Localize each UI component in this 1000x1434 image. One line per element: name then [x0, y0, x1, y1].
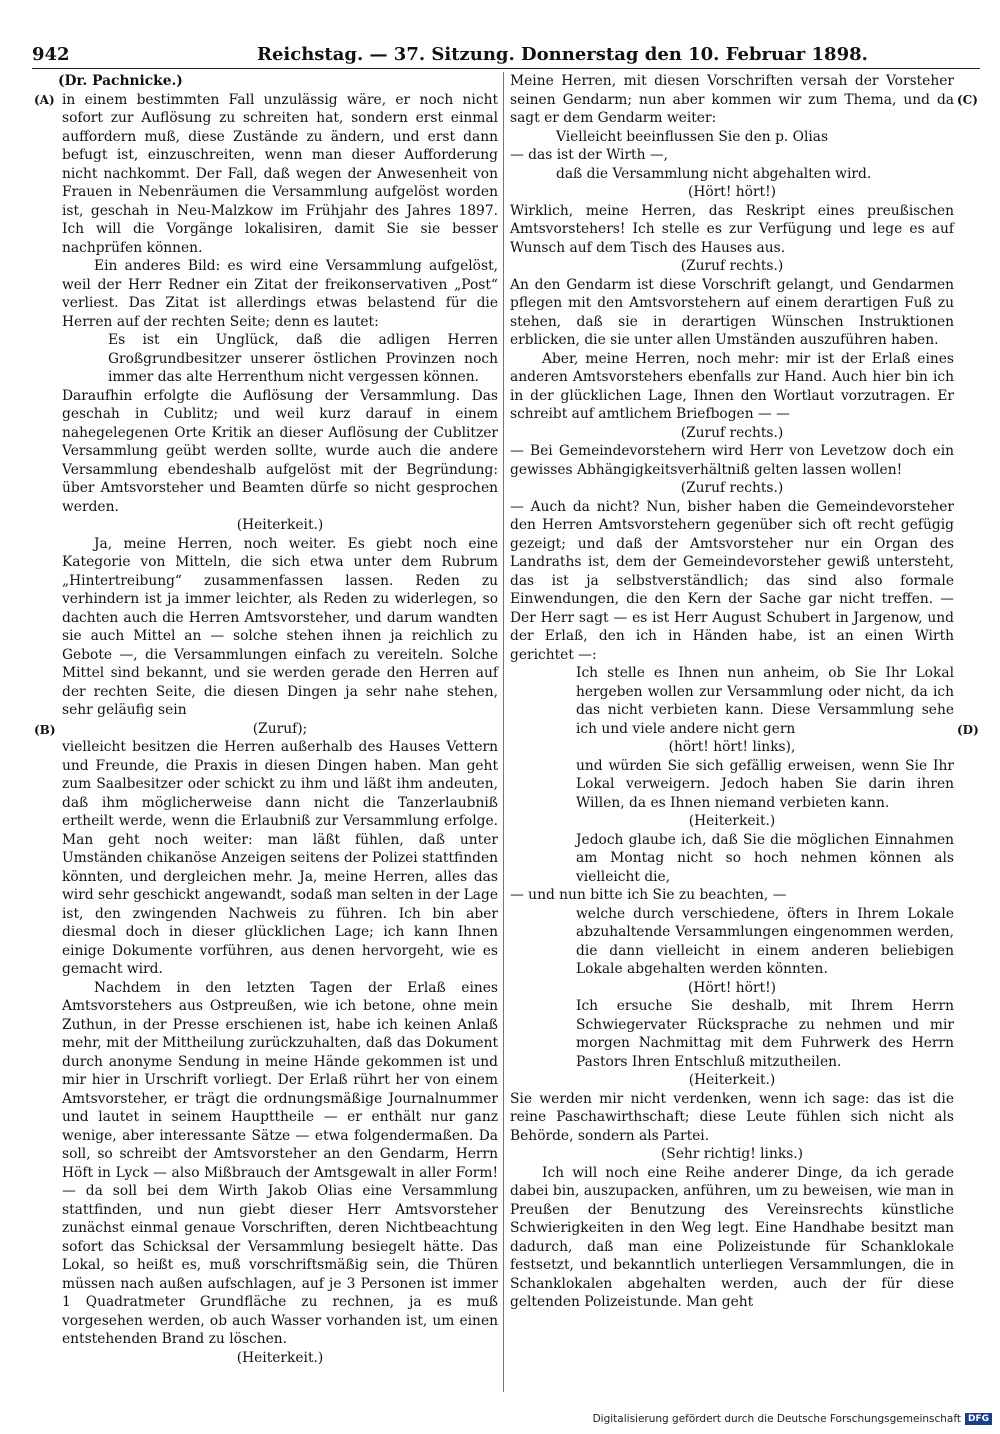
paragraph: — und nun bitte ich Sie zu beachten, —	[510, 887, 787, 903]
header-rule	[32, 68, 980, 69]
paragraph: — Bei Gemeindevorstehern wird Herr von Levetzow doch ein gewisses Abhängigkeitsverhältniß gelten lassen wollen!	[510, 443, 954, 478]
paragraph: vielleicht besitzen die Herren außerhalb des Hauses Vettern und Freunde, die Praxis in diesen Dingen haben. Man geht zum Saalbesitzer oder schickt zu ihm und läßt ihm andeuten, daß ihm möglicherweise dann nicht die Tanzerlaubniß ertheilt werde, wenn die Erlaubniß zur Versammlung erfolge. Man geht noch weiter: man läßt fühlen, daß unter Umständen chikanöse Anzeigen seitens der Polizei stattfinden könnten, und dergleichen mehr. Ja, meine Herren, alles das wird sehr geschickt angewandt, sodaß man selten in der Lage ist, den zwingenden Nachweis zu führen. Ich bin aber diesmal doch in dieser glücklichen Lage; ich kann Ihnen einige Dokumente vorführen, aus denen hervorgeht, wie es gemacht wird.	[62, 739, 498, 977]
block-quote: daß die Versammlung nicht abgehalten wird.	[556, 165, 872, 182]
paragraph: Sie werden mir nicht verdenken, wenn ich sage: das ist die reine Paschawirthschaft; diese Leute fühlen sich nicht als Behörde, sondern als Partei.	[510, 1090, 954, 1144]
block-quote: Vielleicht beeinflussen Sie den p. Olias	[556, 128, 829, 145]
interjection: (Zuruf rechts.)	[680, 480, 784, 496]
paragraph: Daraufhin erfolgte die Auflösung der Versammlung. Das geschah in Cublitz; und weil kurz darauf in einem nahegelegenen Orte Kritik an dieser Auflösung der Cublitzer Versammlung geübt werden sollte, wurde auch die andere Versammlung ebendeshalb aufgelöst mit der Begründung: über Amtsvorsteher und Beamten dürfe so nicht gesprochen werden.	[62, 387, 498, 515]
dfg-logo: DFG	[965, 1413, 992, 1425]
margin-mark-c: (C)	[957, 93, 978, 107]
block-quote: Ich ersuche Sie deshalb, mit Ihrem Herrn Schwiegervater Rücksprache zu nehmen und mir morgen Nachmittag mit dem Fuhrwerk des Herrn Pastors Ihren Entschluß mitzutheilen.	[576, 998, 954, 1070]
interjection: (Hört! hört!)	[687, 184, 777, 200]
interjection: (Heiterkeit.)	[236, 517, 324, 533]
block-quote: welche durch verschiedene, öfters in Ihrem Lokale abzuhaltende Versammlungen eingenommen werden, die dann vielleicht in einem anderen beliebigen Lokale abgehalten werden könnten.	[576, 905, 954, 977]
left-column	[58, 72, 498, 1367]
interjection: (Zuruf rechts.)	[680, 258, 784, 274]
paragraph: — das ist der Wirth —,	[510, 147, 669, 163]
interjection: (Heiterkeit.)	[236, 1349, 324, 1366]
paragraph: Meine Herren, mit diesen Vorschriften versah der Vorsteher seinen Gendarm; nun aber kommen wir zum Thema, und da sagt er dem Gendarm weiter:	[510, 73, 954, 126]
column-divider	[503, 72, 504, 1392]
paragraph: Ich will noch eine Reihe anderer Dinge, da ich gerade dabei bin, auszupacken, anführen, um zu beweisen, wie man in Preußen der Benutzung des Vereinsrechts künstliche Schwierigkeiten in den Weg legt. Eine Handhabe besitzt man dadurch, daß man eine Polizeistunde für Schanklokale festsetzt, und bekanntlich unterliegen Versammlungen, die in Schanklokalen abgehalten werden, auch der für diese geltenden Polizeistunde. Man geht	[510, 1164, 954, 1310]
interjection: (Heiterkeit.)	[688, 813, 776, 829]
digitization-credit	[593, 1413, 992, 1425]
page-number: 942	[32, 44, 70, 65]
paragraph: Nachdem in den letzten Tagen der Erlaß eines Amtsvorstehers aus Ostpreußen, wie ich betone, ohne mein Zuthun, in der Presse erschienen ist, habe ich keinen Anlaß mehr, mit der Mittheilung zurückzuhalten, daß das Dokument durch anonyme Sendung in meine Hände gekommen ist und mir hier in Urschrift vorliegt. Der Erlaß rührt her von einem Amtsvorsteher, er trägt die ordnungsmäßige Journalnummer und lautet in seinem Haupttheile — er enthält nur ganz wenige, aber interessante Sätze — etwa folgendermaßen. Da soll, so schreibt der Amtsvorsteher an den Gendarm, Herrn Höft in Lyck — also Mißbrauch der Amtsgewalt in aller Form! — da soll bei dem Wirth Jakob Olias eine Versammlung stattfinden, und nun giebt dieser Herr Amtsvorsteher zunächst einmal genaue Vorschriften, deren Nichtbeachtung sofort das Schicksal der Versammlung besiegelt hätte. Das Lokal, so heißt es, muß vorschriftsmäßig sein, die Thüren müssen nach außen aufschlagen, auf je 3 Personen ist immer 1 Quadratmeter Grundfläche zu rechnen, ja es muß vorgesehen werden, ob auch Wasser vorhanden ist, um einen entstehenden Brand zu löschen.	[62, 979, 498, 1347]
block-quote: Ich stelle es Ihnen nun anheim, ob Sie Ihr Lokal hergeben wollen zur Versammlung oder nicht, da ich das nicht verbieten kann. Diese Versammlung sehe ich und viele andere nicht gern	[576, 665, 954, 737]
paragraph: in einem bestimmten Fall unzulässig wäre, er noch nicht sofort zur Auflösung zu schreiten hat, sondern erst einmal auffordern muß, diese Zustände zu ändern, und erst dann befugt ist, einzuschreiten, wenn man dieser Aufforderung nicht nachkommt. Der Fall, daß wegen der Anwesenheit von Frauen in Nebenräumen die Versammlung aufgelöst worden ist, geschah in Neu-Malzkow im Frühjahr des Jahres 1897. Ich will die Vorgänge lokalisiren, damit Sie sie besser nachprüfen können.	[62, 91, 498, 256]
interjection: (Zuruf rechts.)	[680, 424, 784, 441]
interjection: (hört! hört! links),	[668, 739, 796, 755]
paragraph: An den Gendarm ist diese Vorschrift gelangt, und Gendarmen pflegen mit den Amtsvorstehern auf einem derartigen Fuß zu stehen, daß sie in derartigen Wünschen Instruktionen erblicken, die sie unter allen Umständen auszuführen haben.	[510, 276, 954, 348]
interjection: (Hört! hört!)	[687, 979, 777, 996]
block-quote: Jedoch glaube ich, daß Sie die möglichen Einnahmen am Montag nicht so hoch nehmen können als vielleicht die,	[576, 831, 954, 885]
credit-text: Digitalisierung gefördert durch die Deutsche Forschungsgemeinschaft	[592, 1413, 961, 1425]
margin-mark-b: (B)	[34, 723, 56, 737]
interjection: (Sehr richtig! links.)	[660, 1146, 804, 1162]
right-column	[510, 72, 954, 1312]
interjection: (Zuruf);	[252, 720, 308, 737]
paragraph: Wirklich, meine Herren, das Reskript eines preußischen Amtsvorstehers! Ich stelle es zur Verfügung und lege es auf Wunsch auf dem Tisch des Hauses aus.	[510, 202, 954, 256]
block-quote: und würden Sie sich gefällig erweisen, wenn Sie Ihr Lokal verweigern. Jedoch haben Sie darin ihren Willen, da es Ihnen niemand verbieten kann.	[576, 757, 954, 811]
running-title: Reichstag. — 37. Sitzung. Donnerstag den 10. Februar 1898.	[257, 44, 868, 65]
paragraph: — Auch da nicht? Nun, bisher haben die Gemeindevorsteher den Herren Amtsvorstehern gegenüber sich oft recht gefügig gezeigt; und daß der Amtsvorsteher nur ein Organ des Landraths ist, dem der Gemeindevorsteher gewiß untersteht, das ist ja selbstverständlich; das sind also formale Einwendungen, die den Kern der Sache gar nicht treffen. — Der Herr sagt — es ist Herr August Schubert in Jargenow, und der Erlaß, den ich in Händen habe, ist an einen Wirth gerichtet —:	[510, 498, 954, 663]
running-header	[32, 44, 868, 68]
interjection: (Heiterkeit.)	[688, 1072, 776, 1088]
margin-mark-d: (D)	[957, 723, 979, 737]
paragraph: Aber, meine Herren, noch mehr: mir ist der Erlaß eines anderen Amtsvorstehers ebenfalls zur Hand. Auch hier bin ich in der glücklichen Lage, Ihnen den Wortlaut vorzutragen. Er schreibt auf amtlichem Briefbogen — —	[510, 350, 954, 422]
block-quote: Es ist ein Unglück, daß die adligen Herren Großgrundbesitzer unserer östlichen Provinzen noch immer das alte Herrenthum nicht vergessen können.	[108, 332, 498, 385]
speaker-name: (Dr. Pachnicke.)	[58, 73, 183, 89]
margin-mark-a: (A)	[34, 93, 55, 107]
paragraph: Ja, meine Herren, noch weiter. Es giebt noch eine Kategorie von Mitteln, die sich etwa unter dem Rubrum „Hintertreibung“ zusammenfassen lassen. Reden zu verhindern ist ja immer leichter, als Reden zu widerlegen, so dachten auch die Herren Amtsvorsteher, und darum wandten sie auch Mittel an — solche stehen ihnen ja reichlich zu Gebote —, die Versammlungen einfach zu vereiteln. Solche Mittel sind bekannt, und sie werden gerade den Herren auf der rechten Seite, die diesen Dingen ja sehr nahe stehen, sehr geläufig sein	[62, 535, 498, 718]
paragraph: Ein anderes Bild: es wird eine Versammlung aufgelöst, weil der Herr Redner ein Zitat der freikonservativen „Post“ verliest. Das Zitat ist allerdings etwas belastend für die Herren auf der rechten Seite; denn es lautet:	[62, 258, 498, 330]
